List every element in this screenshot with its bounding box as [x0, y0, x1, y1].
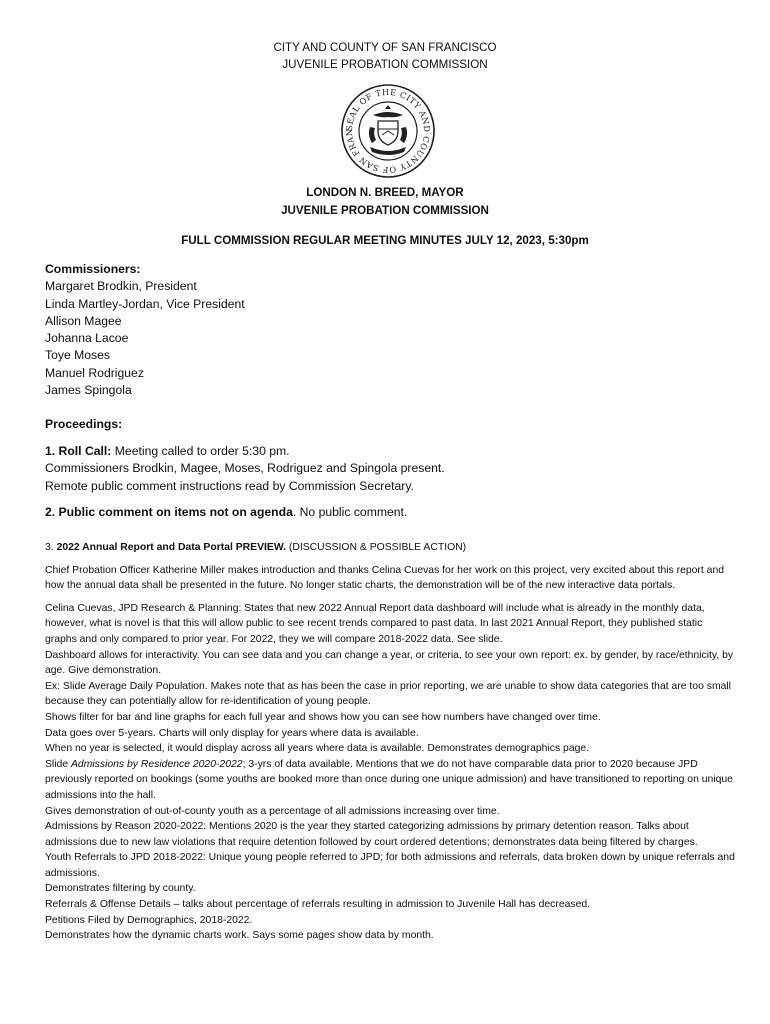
- letterhead: [0, 39, 770, 73]
- slide-prefix: Slide: [45, 758, 71, 770]
- minutes-paragraph: Demonstrates how the dynamic charts work. Says some pages show data by month.: [45, 930, 434, 942]
- roll-call-label: 1. Roll Call:: [45, 444, 112, 458]
- slide-title: Admissions by Residence 2020-2022: [71, 758, 243, 770]
- minutes-paragraph: Data goes over 5-years. Charts will only display for years where data is available.: [45, 727, 419, 739]
- item-number: 3.: [45, 542, 57, 553]
- public-comment-item: [45, 504, 735, 521]
- letterhead-commission: JUVENILE PROBATION COMMISSION: [282, 58, 488, 71]
- minutes-paragraph: Referrals & Offense Details – talks about percentage of referrals resulting in admission to Juvenile Hall has decreased.: [45, 899, 591, 911]
- mayor-name: LONDON N. BREED, MAYOR: [306, 186, 464, 199]
- commissioner-name: Toye Moses: [45, 348, 111, 363]
- commissioner-name: Linda Martley-Jordan, Vice President: [45, 296, 245, 311]
- minutes-paragraph: Admissions by Reason 2020-2022: Mentions 2020 is the year they started categorizing admissions by primary detention reason. Talks about admissions due to new law violations that require detention followed by court ordered detentions; demonstrates data being filtered by charges.: [45, 821, 698, 848]
- slide-text: ; 3-yrs of data available. Mentions that we do not have comparable data prior to 2020 because JPD previously reported on bookings (some youths are booked more than once during one unique admission) and have transitioned to reporting on unique admissions into the hall.: [45, 758, 733, 801]
- intro-paragraph: Chief Probation Officer Katherine Miller makes introduction and thanks Celina Cuevas for her work on this project, very excited about this report and how the annual data shall be presented in the future. No longer static charts, the demonstration will be of the new interactive data portals.: [45, 564, 725, 592]
- annual-report-action: (DISCUSSION & POSSIBLE ACTION): [285, 542, 467, 553]
- annual-report-label: 2022 Annual Report and Data Portal PREVIEW.: [56, 542, 286, 553]
- commissioner-name: Johanna Lacoe: [45, 331, 129, 346]
- commissioner-name: Allison Magee: [45, 313, 122, 328]
- minutes-paragraph: Celina Cuevas, JPD Research & Planning: States that new 2022 Annual Report data dashboard will include what is already in the monthly data, however, what is novel is that this will allow public to see recent trends compared to past data. In last 2021 Annual Report, they published static graphs and only compared to prior year. For 2022, they we will compare 2018-2022 data. See slide.: [45, 602, 705, 645]
- commissioners-heading: Commissioners:: [45, 262, 141, 276]
- commissioner-name: Margaret Brodkin, President: [45, 279, 197, 294]
- minutes-paragraph: Petitions Filed by Demographics, 2018-2022.: [45, 914, 253, 926]
- proceedings-heading: Proceedings:: [45, 417, 123, 431]
- commissioners-section: [45, 261, 735, 399]
- commissioner-name: Manuel Rodriguez: [45, 365, 144, 380]
- mayor-block: [0, 184, 770, 220]
- annual-report-item: [45, 540, 735, 944]
- minutes-paragraph: Demonstrates filtering by county.: [45, 883, 196, 895]
- commissioner-name: James Spingola: [45, 383, 132, 398]
- mayor-commission: JUVENILE PROBATION COMMISSION: [281, 204, 489, 217]
- minutes-paragraph: When no year is selected, it would display across all years where data is available. Demonstrates demographics page.: [45, 743, 590, 755]
- city-seal-icon: [340, 83, 436, 179]
- minutes-paragraph: Shows filter for bar and line graphs for each full year and shows how you can see how numbers have changed over time.: [45, 711, 601, 723]
- roll-call-item: [45, 443, 735, 495]
- letterhead-city: CITY AND COUNTY OF SAN FRANCISCO: [273, 41, 497, 54]
- minutes-paragraph: Dashboard allows for interactivity. You can see data and you can change a year, or criteria, to see your own report: ex. by gender, by race/ethnicity, by age. Give demonstration.: [45, 649, 734, 677]
- roll-call-remote: Remote public comment instructions read by Commission Secretary.: [45, 478, 414, 493]
- roll-call-text: Meeting called to order 5:30 pm.: [111, 444, 290, 458]
- public-comment-text: . No public comment.: [292, 505, 408, 519]
- public-comment-label: 2. Public comment on items not on agenda: [45, 505, 293, 519]
- minutes-paragraph: Gives demonstration of out-of-county youth as a percentage of all admissions increasing over time.: [45, 805, 500, 817]
- seal-text: SEAL OF THE CITY AND COUNTY OF SAN FRAN: [343, 86, 433, 176]
- meeting-title: FULL COMMISSION REGULAR MEETING MINUTES JULY 12, 2023, 5:30pm: [181, 234, 589, 247]
- minutes-paragraph: Ex: Slide Average Daily Population. Makes note that as has been the case in prior reporting, we are unable to show data categories that are too small because they can potentially allow for re-identification of young people.: [45, 680, 731, 708]
- roll-call-present: Commissioners Brodkin, Magee, Moses, Rodriguez and Spingola present.: [45, 461, 445, 476]
- minutes-paragraph: [45, 757, 735, 804]
- minutes-paragraph: Youth Referrals to JPD 2018-2022: Unique young people referred to JPD; for both admissions and referrals, data broken down by unique referrals and admissions.: [45, 852, 735, 879]
